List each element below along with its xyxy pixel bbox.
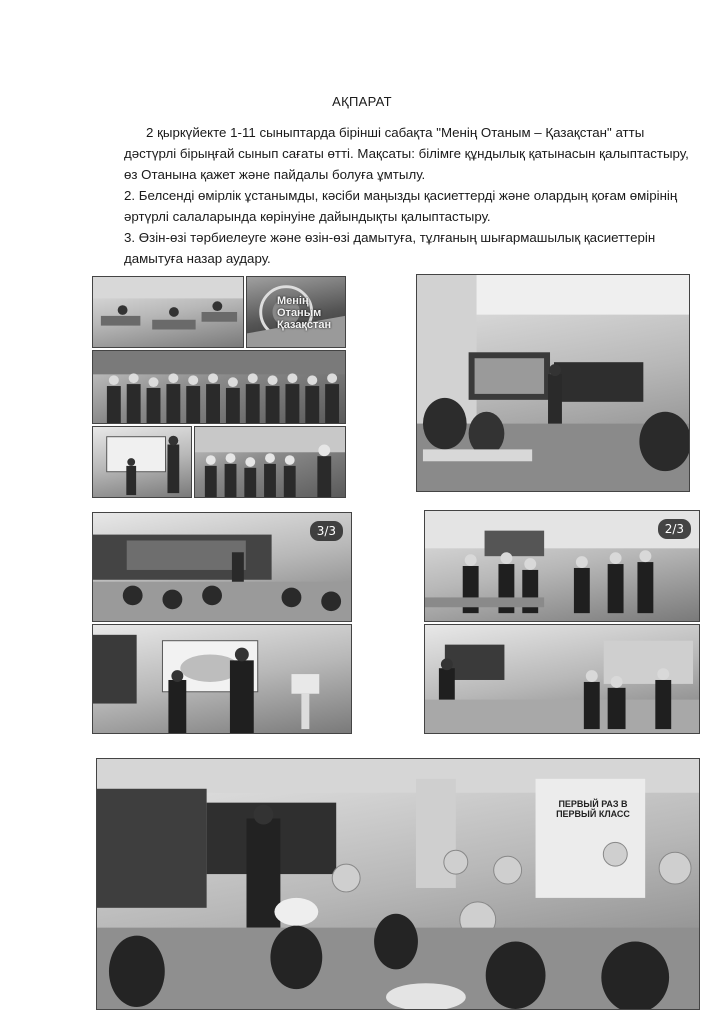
document-title: АҚПАРАТ	[332, 94, 392, 109]
photo-girl-presenting-class	[424, 624, 700, 734]
paragraph-goal-3: 3. Өзін-өзі тәрбиелеуге және өзін-өзі дамытуға, тұлғаның шығармашылық қасиеттерін дамытуға назар аудару.	[124, 230, 656, 266]
photo-girl-at-board	[92, 426, 192, 498]
photo-first-class-balloons	[96, 758, 700, 1010]
photo-teacher-screen	[416, 274, 690, 492]
photo-counter-badge-right: 2/3	[658, 519, 691, 539]
document-body	[124, 122, 700, 269]
photo-girls-presentation	[92, 624, 352, 734]
photo-children-performance	[194, 426, 346, 498]
photo-classroom-desks	[92, 276, 244, 348]
paragraph-intro: 2 қыркүйекте 1-11 сыныптарда бірінші сабақта "Менің Отаным – Қазақстан" атты дәстүрлі бірыңғай сынып сағаты өтті. Мақсаты: білімге құндылық қатынасын қалыптастыру, өз Отанына қажет және пайдалы болуға ұмтылу.	[124, 125, 689, 182]
photo-classroom-wide-left	[92, 512, 352, 622]
photo-collage-logo	[246, 276, 346, 348]
paragraph-goal-2: 2. Белсенді өмірлік ұстанымды, кәсіби маңызды қасиеттерді және олардың қоғам өмірінің әртүрлі салаларында көрінуіне дайындықты қалыптастыру.	[124, 188, 678, 224]
photo-students-at-desks	[424, 510, 700, 622]
photo-counter-badge-left: 3/3	[310, 521, 343, 541]
collage-logo-text: Менің Отаным Қазақстан	[277, 295, 332, 331]
poster-first-class: ПЕРВЫЙ РАЗ В ПЕРВЫЙ КЛАСС	[556, 799, 630, 819]
photo-students-group	[92, 350, 346, 424]
